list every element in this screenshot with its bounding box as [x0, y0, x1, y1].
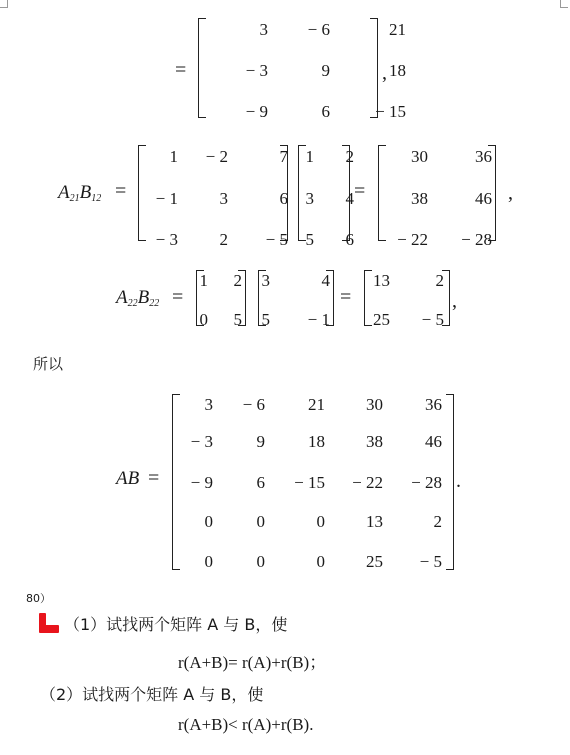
- eq1-matrix: [198, 18, 406, 121]
- matrix-cell: − 28: [411, 473, 442, 492]
- matrix-cell: 2: [233, 271, 242, 290]
- matrix-cell: 5: [233, 310, 242, 329]
- matrix-cell: 0: [204, 512, 213, 531]
- matrix-cell: 1: [169, 147, 178, 166]
- matrix-cell: 2: [433, 512, 442, 531]
- eq3-lhs: $A_{22}B_{22}$: [116, 287, 160, 309]
- matrix-cell: − 6: [242, 395, 265, 414]
- matrix-cell: 36: [425, 395, 442, 414]
- matrix-cell: 5: [305, 230, 314, 249]
- matrix-cell: 38: [411, 189, 428, 208]
- matrix-cell: 9: [256, 432, 265, 451]
- matrix-cell: 13: [366, 512, 383, 531]
- matrix-cell: 46: [475, 189, 492, 208]
- matrix-cell: − 5: [265, 230, 288, 249]
- matrix-cell: − 1: [155, 189, 178, 208]
- matrix-cell: 25: [373, 310, 390, 329]
- matrix-cell: 0: [256, 512, 265, 531]
- eq3-matrix-result: [364, 270, 450, 329]
- matrix-cell: 0: [316, 512, 325, 531]
- matrix-cell: 3: [219, 189, 228, 208]
- matrix-cell: 3: [204, 395, 213, 414]
- eq1-trailing-comma: ,: [382, 62, 387, 84]
- eq2-matrix-b12: [298, 145, 354, 249]
- matrix-cell: 4: [321, 271, 330, 290]
- part2-text: （2）试找两个矩阵 A 与 B，使: [40, 685, 264, 704]
- eq4-lhs: AB: [116, 468, 140, 489]
- matrix-cell: 0: [256, 552, 265, 571]
- red-bookmark-icon: [36, 612, 62, 634]
- matrix-cell: 6: [321, 102, 330, 121]
- part1-text: （1）试找两个矩阵 A 与 B，使: [64, 615, 288, 634]
- matrix-cell: − 22: [352, 473, 383, 492]
- matrix-cell: 30: [366, 395, 383, 414]
- matrix-cell: 2: [435, 271, 444, 290]
- corner-mark-left: [0, 0, 8, 8]
- eq3-equals-result: =: [340, 286, 352, 308]
- eq2-matrix-result: [378, 145, 496, 249]
- matrix-cell: 18: [308, 432, 325, 451]
- eq2-trailing-comma: ,: [508, 182, 513, 204]
- matrix-cell: − 15: [294, 473, 325, 492]
- matrix-cell: 30: [411, 147, 428, 166]
- corner-mark-right: [560, 0, 568, 8]
- eq4-trailing-period: .: [456, 470, 461, 492]
- matrix-cell: − 5: [421, 310, 444, 329]
- eq2-lhs: $A_{21}B_{12}$: [58, 182, 102, 204]
- eq3-equals: =: [172, 286, 184, 308]
- eq4-matrix-ab: [172, 394, 454, 570]
- matrix-cell: 5: [261, 310, 270, 329]
- matrix-cell: 3: [261, 271, 270, 290]
- matrix-cell: − 3: [155, 230, 178, 249]
- eq2-equals: =: [115, 180, 127, 202]
- matrix-cell: 38: [366, 432, 383, 451]
- matrix-cell: 1: [305, 147, 314, 166]
- matrix-cell: 4: [345, 189, 354, 208]
- matrix-cell: − 9: [245, 102, 268, 121]
- matrix-cell: 46: [425, 432, 442, 451]
- matrix-cell: 0: [199, 310, 208, 329]
- matrix-cell: 0: [316, 552, 325, 571]
- eq3-matrix-b22: [258, 270, 334, 329]
- eq4-equals: =: [148, 467, 160, 489]
- matrix-cell: 6: [256, 473, 265, 492]
- matrix-cell: 1: [199, 271, 208, 290]
- matrix-cell: 2: [345, 147, 354, 166]
- matrix-cell: 6: [279, 189, 288, 208]
- eq1-equals: =: [175, 59, 187, 81]
- matrix-cell: − 5: [419, 552, 442, 571]
- matrix-cell: − 22: [397, 230, 428, 249]
- matrix-cell: − 2: [205, 147, 228, 166]
- matrix-cell: 3: [305, 189, 314, 208]
- matrix-cell: 13: [373, 271, 390, 290]
- matrix-cell: 21: [389, 20, 406, 39]
- matrix-cell: 7: [279, 147, 288, 166]
- matrix-cell: 0: [204, 552, 213, 571]
- eq3-trailing-comma: ,: [452, 290, 457, 312]
- eq2-matrix-a21: [138, 145, 288, 249]
- matrix-cell: 25: [366, 552, 383, 571]
- eq2-equals-result: =: [354, 180, 366, 202]
- matrix-cell: 21: [308, 395, 325, 414]
- matrix-cell: 9: [321, 61, 330, 80]
- part2-formula: r(A+B)< r(A)+r(B).: [178, 715, 314, 734]
- problem-number: 80）: [26, 592, 51, 605]
- matrix-cell: 2: [219, 230, 228, 249]
- matrix-cell: − 1: [307, 310, 330, 329]
- matrix-cell: − 3: [245, 61, 268, 80]
- matrix-cell: − 28: [461, 230, 492, 249]
- so-text: 所以: [33, 355, 64, 373]
- matrix-cell: − 9: [190, 473, 213, 492]
- matrix-cell: − 3: [190, 432, 213, 451]
- matrix-cell: 36: [475, 147, 492, 166]
- matrix-cell: − 6: [307, 20, 330, 39]
- matrix-cell: 3: [259, 20, 268, 39]
- matrix-cell: − 15: [375, 102, 406, 121]
- matrix-cell: 18: [389, 61, 406, 80]
- part1-formula: r(A+B)= r(A)+r(B)；: [178, 653, 327, 672]
- matrix-cell: 6: [345, 230, 354, 249]
